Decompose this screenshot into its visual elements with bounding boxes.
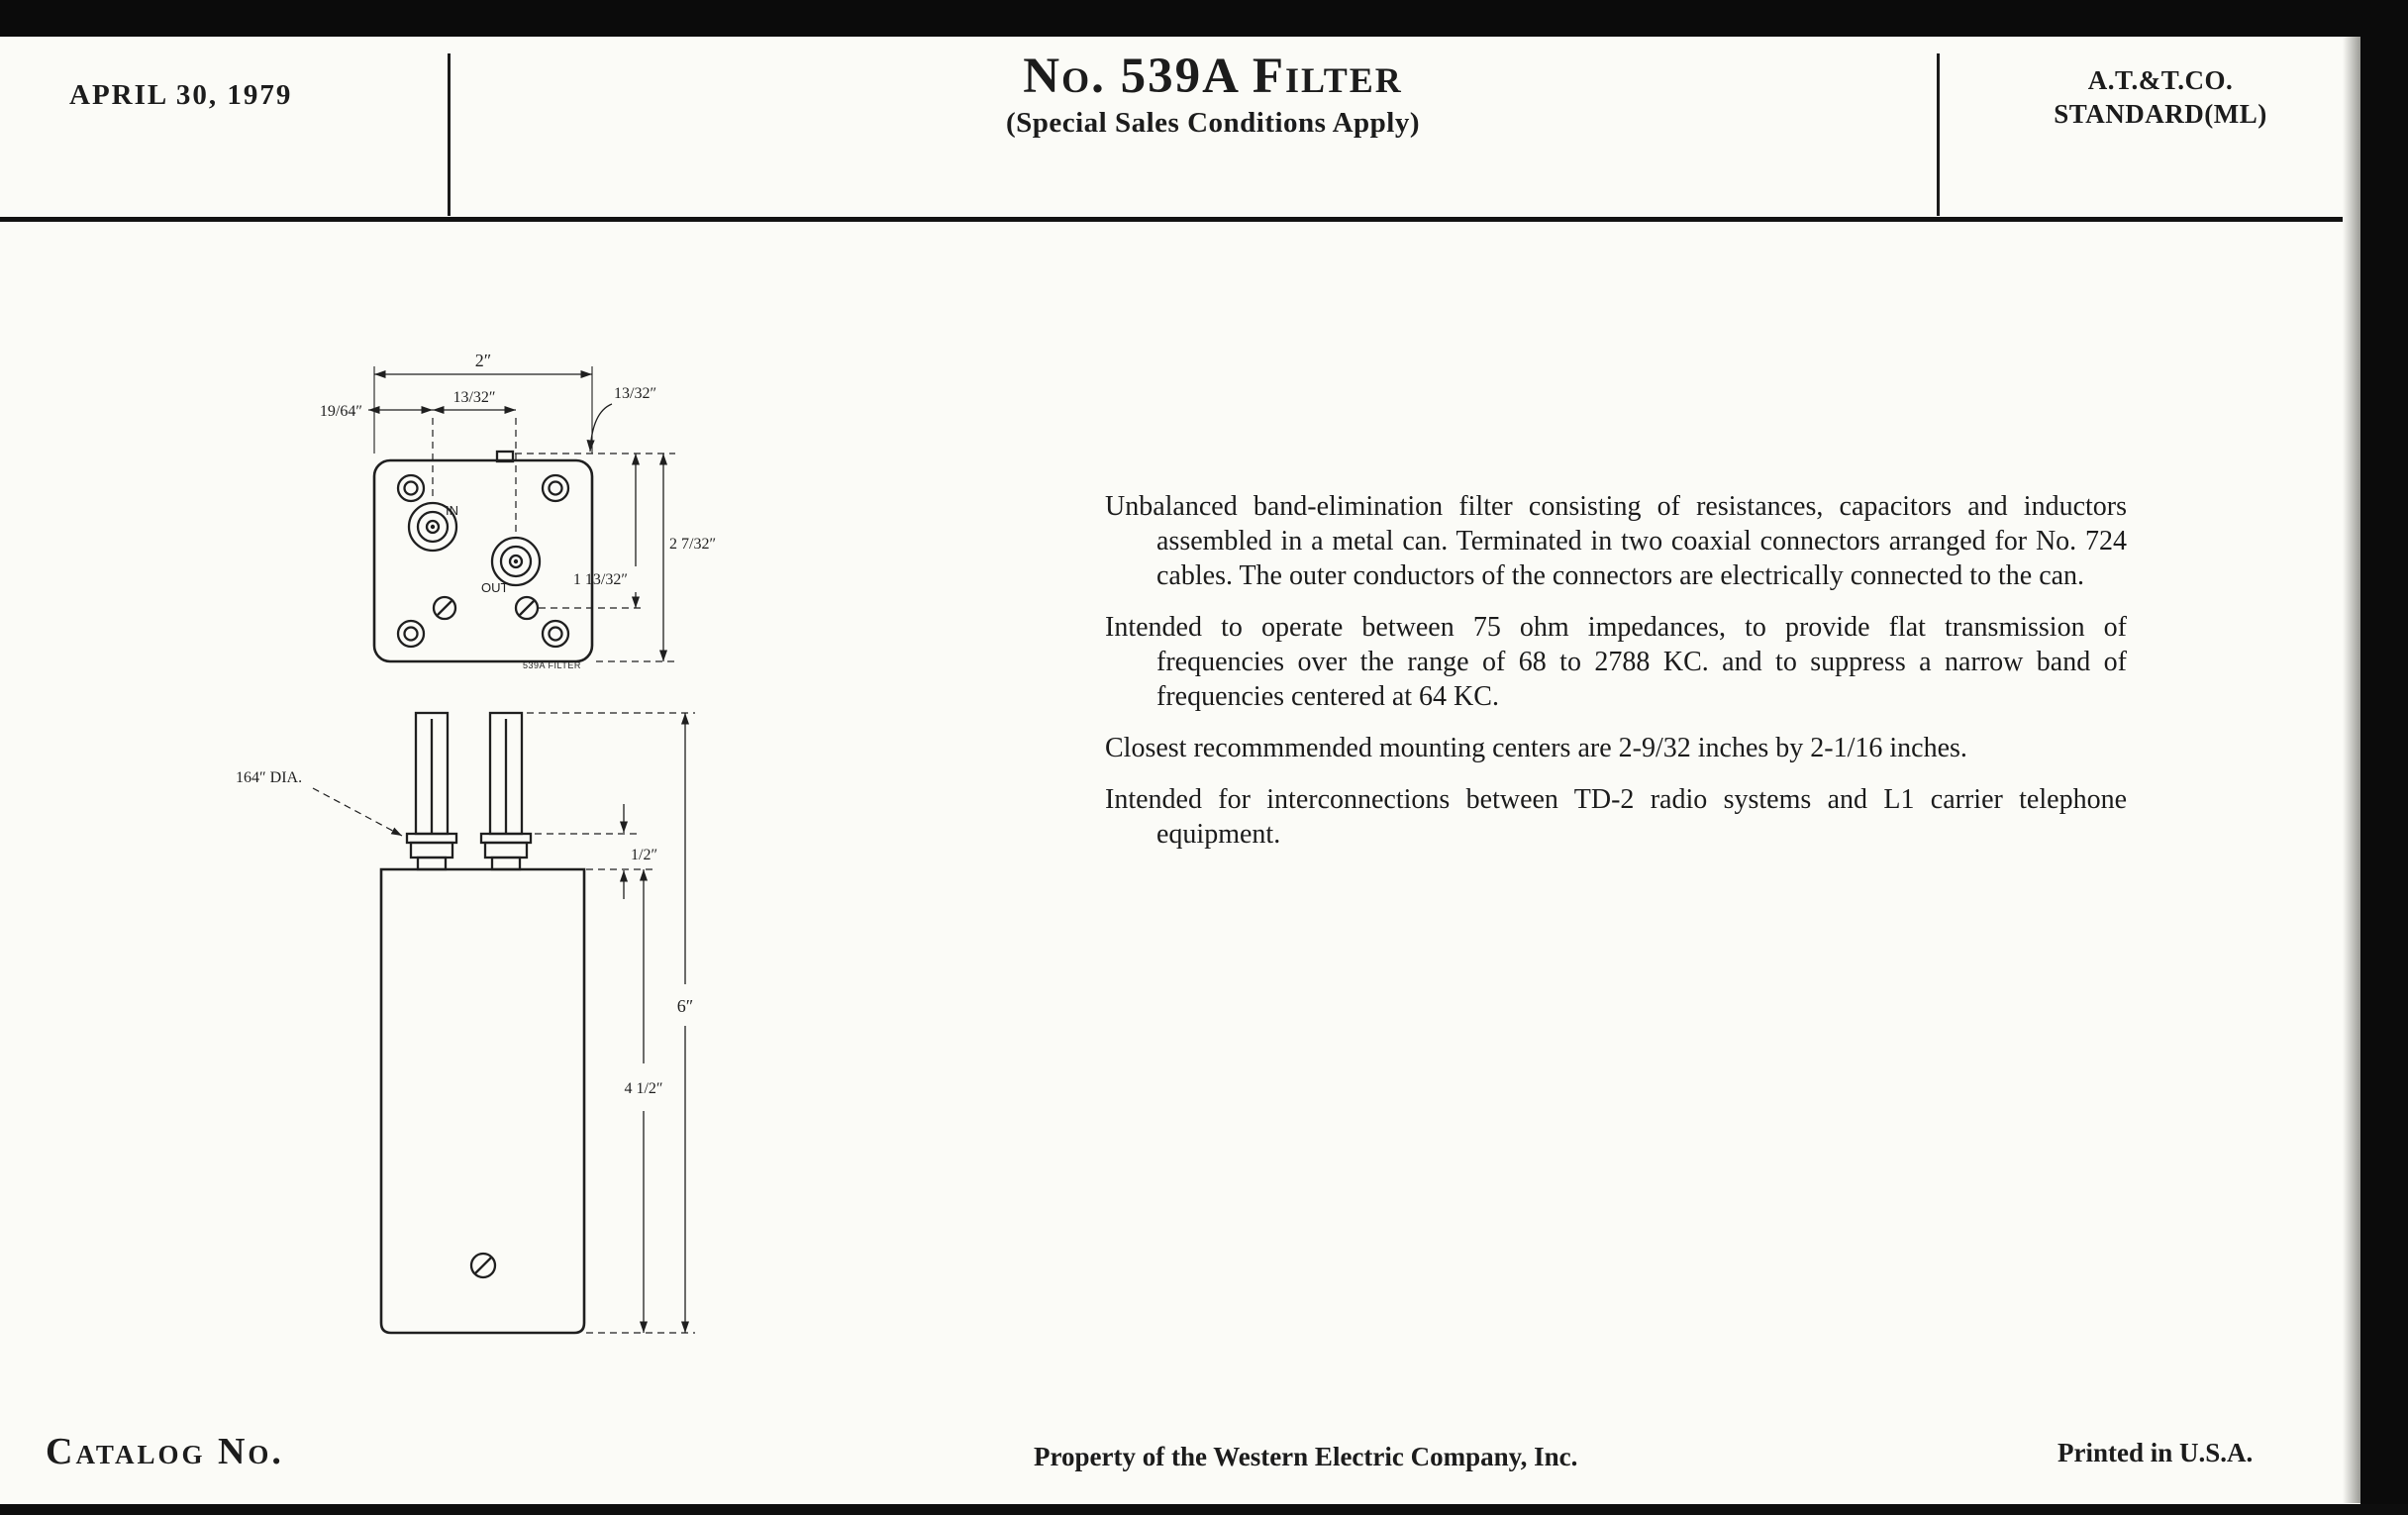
document-header [614,50,1812,140]
out-coaxial-connector [492,538,540,585]
standard-type: STANDARD(ML) [2054,99,2267,129]
dim-width-label: 2″ [474,351,492,370]
standard-designation [1964,63,2357,131]
out-label: OUT [481,580,509,595]
dim-inner-height-label: 1 13/32″ [572,571,628,588]
filter-can-outline-top [374,460,592,661]
page-title: No. 539A Filter [1023,49,1403,104]
scan-edge-right-shadow [2343,37,2360,1503]
slotted-screw [434,597,455,619]
in-label: IN [446,503,458,518]
slotted-screw [516,597,538,619]
dimension-corner [590,385,656,452]
scan-edge-top [0,0,2408,37]
description-paragraph: Intended for interconnections between TD-2 radio systems and L1 carrier telephone equipment. [1105,784,2127,850]
property-notice: Property of the Western Electric Company, Inc. [1034,1442,1578,1471]
description-paragraph: Closest recommmended mounting centers are 2-9/32 inches by 2-1/16 inches. [1105,733,1967,763]
mounting-nut-stack [481,834,531,869]
header-divider-right [1937,53,1940,216]
dim-corner-label: 13/32″ [614,385,657,402]
scan-edge-right [2360,0,2408,1515]
header-divider-left [448,53,451,216]
dimension-overall-height-side [527,713,695,1333]
dim-overall-height-side-label: 6″ [676,996,694,1016]
dim-left-offset-label: 19/64″ [319,403,362,420]
filter-side-view [381,713,584,1333]
scan-edge-bottom [0,1504,2408,1515]
standard-company: A.T.&T.CO. [2087,65,2234,95]
catalog-number-label: Catalog No. [46,1431,284,1472]
dim-connector-spacing-label: 13/32″ [452,389,496,406]
hole-diameter-label: 164″ DIA. [236,769,303,786]
mounting-screw [398,621,424,647]
can-stamp-text: 539A FILTER [523,660,581,670]
hole-diameter-callout [236,769,402,836]
mounting-screw [543,475,568,501]
document-subtitle: (Special Sales Conditions Apply) [1005,107,1421,139]
dim-nut-height-label: 1/2″ [631,847,658,863]
dimension-overall-height-top [515,454,716,661]
mounting-nut-stack [407,834,456,869]
dim-overall-height-label: 2 7/32″ [669,536,717,553]
technical-drawing [228,327,743,1396]
filter-can-outline-side [381,869,584,1333]
document-date: APRIL 30, 1979 [69,79,293,111]
slotted-screw [471,1254,495,1277]
description-paragraph: Intended to operate between 75 ohm impedances, to provide flat transmission of frequencies over the range of 68 to 2788 KC. and to suppress a narrow band of frequencies centered at 64 KC. [1105,612,2127,712]
mounting-screw [543,621,568,647]
description-text-block [1105,489,2127,868]
dimension-nut-height [535,804,657,899]
header-rule [0,217,2408,222]
printed-notice: Printed in U.S.A. [2057,1438,2254,1467]
mounting-screw [398,475,424,501]
filter-top-view [374,452,592,670]
description-paragraph: Unbalanced band-elimination filter consisting of resistances, capacitors and inductors assembled in a metal can. Terminated in two coaxial connectors arranged for No. 724 cables. The outer conductors of the connectors are electrically connected to the can. [1105,491,2127,591]
dimension-can-height [624,869,662,1333]
dim-can-height-label: 4 1/2″ [624,1080,663,1097]
